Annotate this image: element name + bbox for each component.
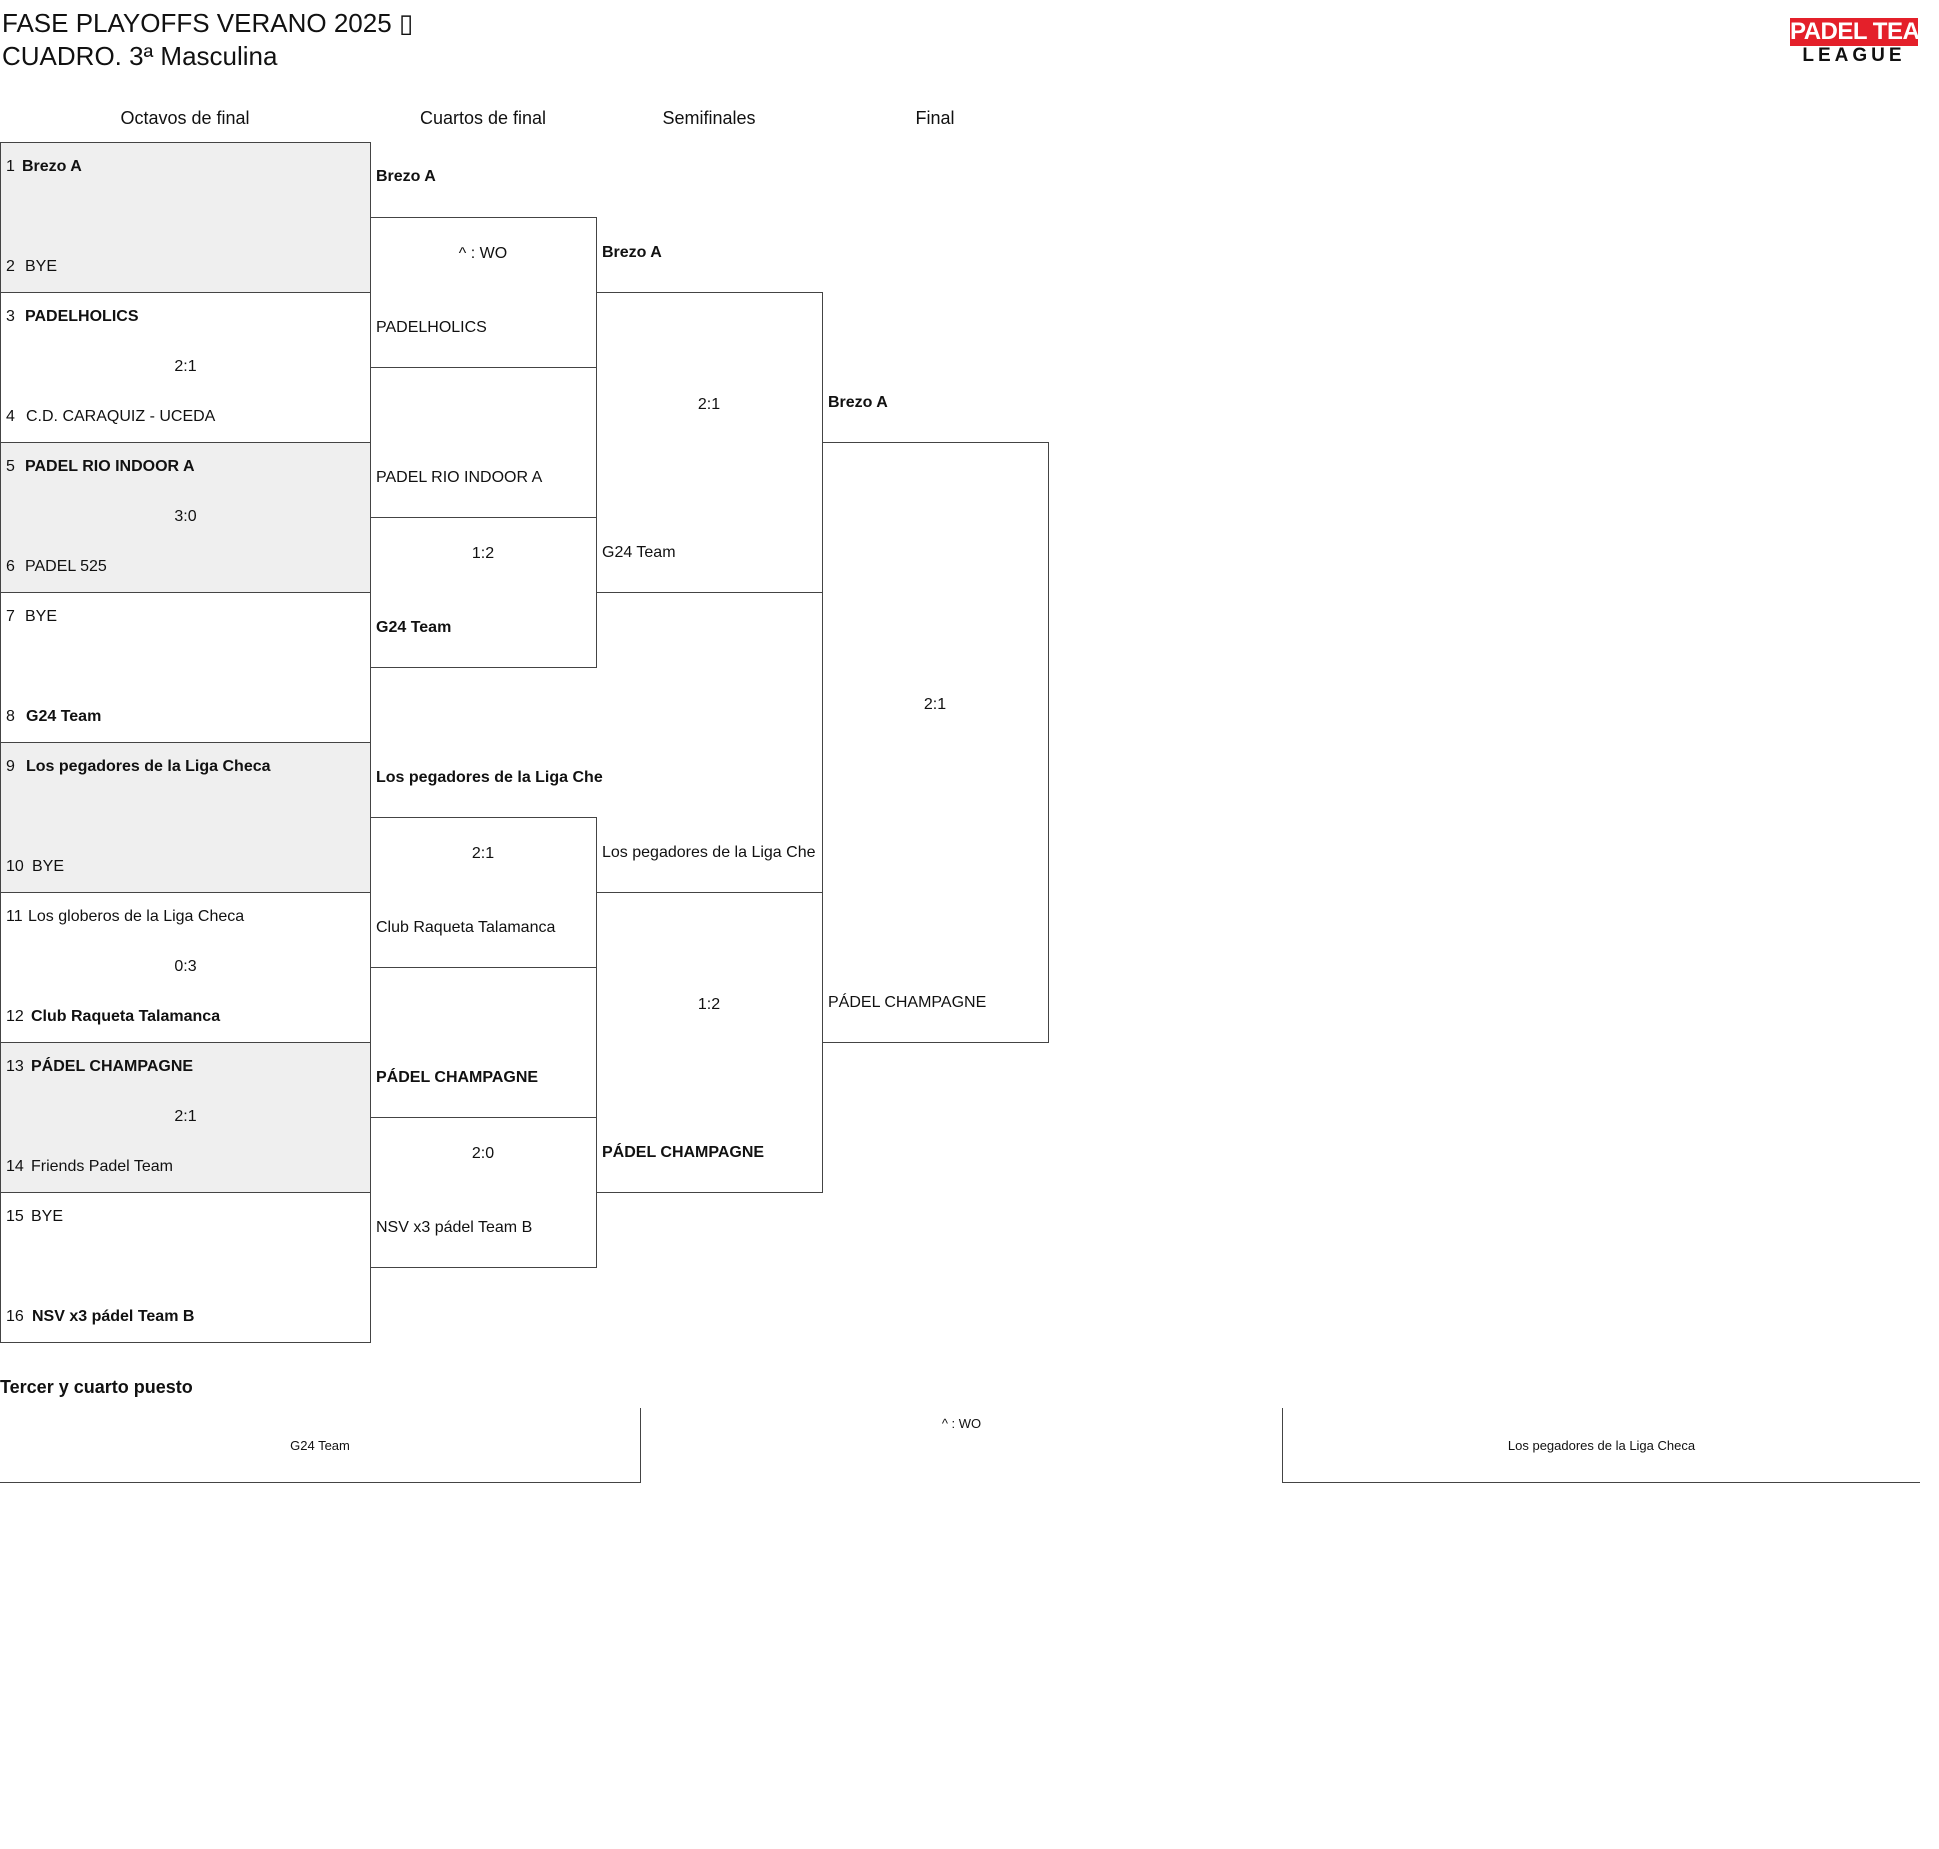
team-name: BYE	[25, 608, 58, 625]
team-name: Los pegadores de la Liga Checa	[26, 758, 271, 775]
match-score: 1:2	[697, 996, 721, 1013]
octavos-match-2	[0, 292, 371, 443]
team-name: BYE	[25, 258, 58, 275]
seed-number: 13	[6, 1058, 24, 1075]
match-score: 2:1	[923, 696, 947, 713]
match-score: 0:3	[174, 958, 197, 975]
round-header-octavos: Octavos de final	[120, 108, 250, 128]
octavos-match-3	[0, 442, 371, 593]
octavos-match-7	[0, 1042, 371, 1193]
team-name: Friends Padel Team	[31, 1158, 173, 1175]
team-name: Brezo A	[376, 168, 436, 185]
seed-number: 8	[6, 708, 15, 725]
team-name: G24 Team	[602, 544, 676, 561]
team-name: NSV x3 pádel Team B	[376, 1219, 533, 1236]
team-name: PADELHOLICS	[25, 308, 139, 325]
round-header-final: Final	[915, 108, 955, 128]
team-name: Los pegadores de la Liga Checa	[1507, 1438, 1696, 1453]
round-header-semifinales: Semifinales	[662, 108, 756, 128]
match-score: 2:1	[174, 1108, 197, 1125]
match-score: 2:1	[697, 396, 721, 413]
seed-number: 4	[6, 408, 15, 425]
seed-number: 3	[6, 308, 15, 325]
match-score: ^ : WO	[458, 245, 508, 262]
octavos-match-4	[0, 592, 371, 743]
seed-number: 11	[6, 908, 23, 925]
team-name: NSV x3 pádel Team B	[32, 1308, 195, 1325]
match-score: 1:2	[471, 545, 495, 562]
team-name: PADEL 525	[25, 558, 107, 575]
octavos-match-8	[0, 1192, 371, 1343]
seed-number: 5	[6, 458, 15, 475]
team-name: PADELHOLICS	[376, 319, 487, 336]
team-name: G24 Team	[26, 708, 102, 725]
logo-text-bottom: LEAGUE	[1802, 45, 1906, 66]
third-place-left-cell	[0, 1408, 641, 1483]
seed-number: 6	[6, 558, 15, 575]
cuartos-match-2	[370, 517, 597, 668]
team-name: Brezo A	[602, 244, 662, 261]
match-score: ^ : WO	[941, 1416, 982, 1431]
team-name: Club Raqueta Talamanca	[376, 919, 556, 936]
page-title: FASE PLAYOFFS VERANO 2025 ▯	[2, 8, 414, 38]
seed-number: 10	[6, 858, 24, 875]
seed-number: 7	[6, 608, 15, 625]
match-score: 3:0	[174, 508, 197, 525]
match-score: 2:1	[471, 845, 495, 862]
team-name: PÁDEL CHAMPAGNE	[602, 1144, 765, 1161]
team-name: Los pegadores de la Liga Che	[376, 769, 603, 786]
team-name: Brezo A	[828, 394, 888, 411]
cuartos-match-1	[370, 217, 597, 368]
team-name: Club Raqueta Talamanca	[31, 1008, 221, 1025]
team-name: BYE	[32, 858, 65, 875]
seed-number: 16	[6, 1308, 24, 1325]
logo-text-top: PADEL TEAM	[1790, 18, 1939, 45]
match-score: 2:0	[471, 1145, 495, 1162]
seed-number: 1	[6, 158, 15, 175]
team-name: BYE	[31, 1208, 64, 1225]
seed-number: 2	[6, 258, 15, 275]
cuartos-match-3	[370, 817, 597, 968]
octavos-match-1	[0, 142, 371, 293]
seed-number: 14	[6, 1158, 24, 1175]
padel-team-league-logo	[1790, 18, 1939, 66]
team-name: PADEL RIO INDOOR A	[376, 469, 543, 486]
team-name: Brezo A	[22, 158, 82, 175]
team-name: C.D. CARAQUIZ - UCEDA	[26, 408, 216, 425]
octavos-match-6	[0, 892, 371, 1043]
seed-number: 12	[6, 1008, 24, 1025]
match-score: 2:1	[174, 358, 197, 375]
round-header-cuartos: Cuartos de final	[419, 108, 547, 128]
seed-number: 15	[6, 1208, 24, 1225]
team-name: PÁDEL CHAMPAGNE	[376, 1069, 539, 1086]
team-name: Los pegadores de la Liga Che	[602, 844, 816, 861]
team-name: PÁDEL CHAMPAGNE	[31, 1058, 194, 1075]
team-name: PADEL RIO INDOOR A	[25, 458, 195, 475]
team-name: Los globeros de la Liga Checa	[28, 908, 245, 925]
cuartos-match-4	[370, 1117, 597, 1268]
seed-number: 9	[6, 758, 15, 775]
octavos-match-5	[0, 742, 371, 893]
team-name: G24 Team	[376, 619, 452, 636]
third-place-right-cell	[1282, 1408, 1920, 1483]
third-place-title: Tercer y cuarto puesto	[0, 1377, 193, 1397]
final-match	[822, 442, 1049, 1043]
team-name: PÁDEL CHAMPAGNE	[828, 994, 987, 1011]
page-subtitle: CUADRO. 3ª Masculina	[2, 41, 278, 71]
team-name: G24 Team	[290, 1438, 350, 1453]
